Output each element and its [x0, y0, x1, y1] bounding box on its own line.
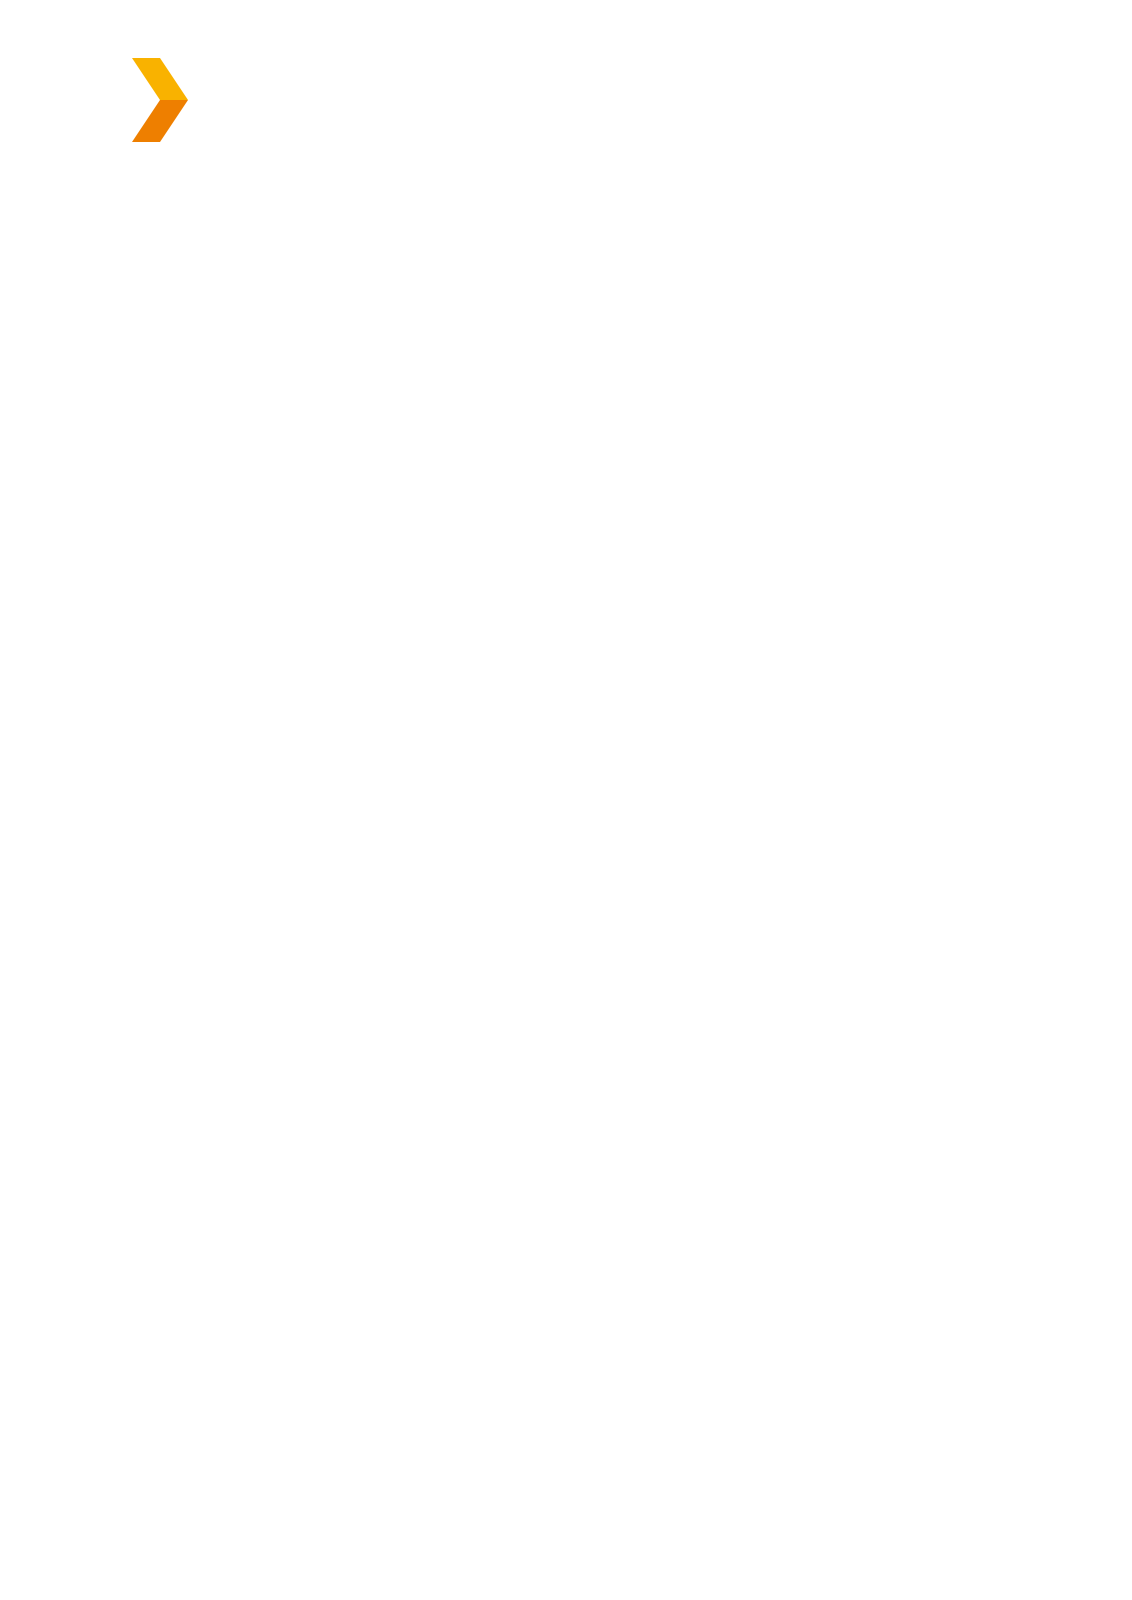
article-heading	[403, 288, 969, 329]
logo-top-shape	[132, 58, 188, 100]
logo-bottom-shape	[132, 100, 188, 142]
chevron-logo-icon	[132, 58, 188, 142]
article	[403, 288, 969, 371]
